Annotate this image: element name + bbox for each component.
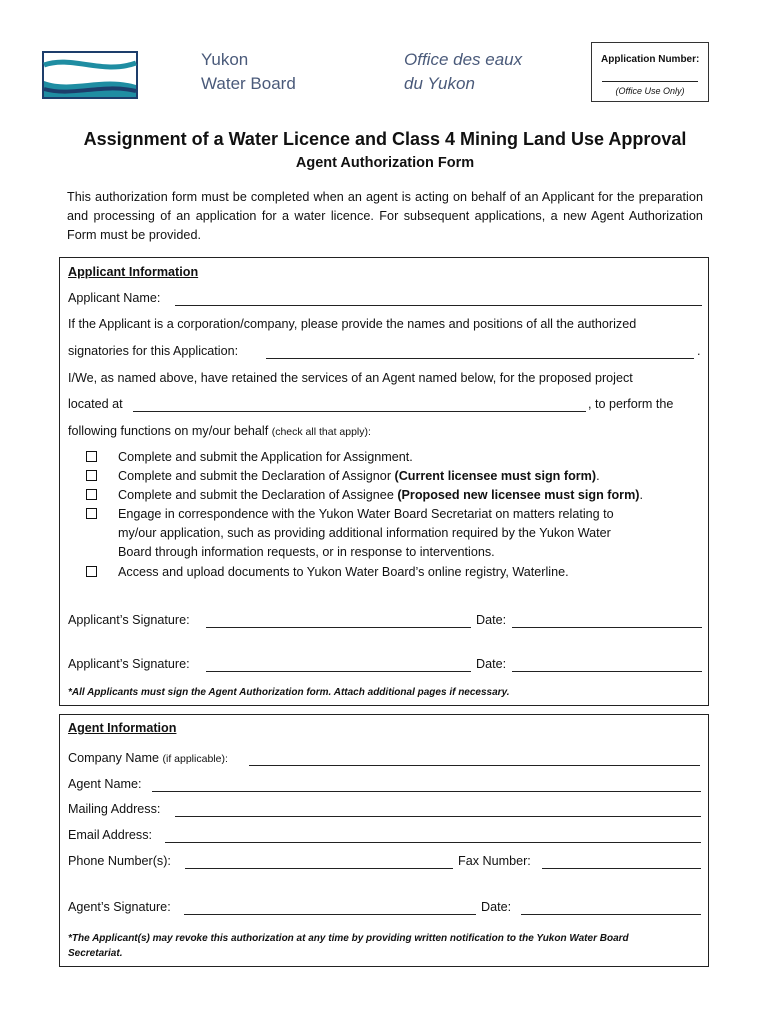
applicant-signature-field-2[interactable] <box>206 671 471 672</box>
applicant-signature-label-1: Applicant’s Signature: <box>68 613 190 627</box>
retained-agent-text: I/We, as named above, have retained the services of an Agent named below, for the proposed project <box>68 371 633 385</box>
functions-note: (check all that apply): <box>271 426 371 438</box>
checkbox-correspondence[interactable] <box>86 508 97 519</box>
checklist-item-correspondence-line2: my/our application, such as providing additional information required by the Yukon Water <box>118 526 611 540</box>
yukon-water-board-logo <box>42 51 138 99</box>
org-name-fr-line1: Office des eaux <box>404 50 523 69</box>
email-address-label: Email Address: <box>68 828 152 842</box>
application-number-label: Application Number: <box>601 54 700 65</box>
corporation-text: If the Applicant is a corporation/company, please provide the names and positions of all the authorized <box>68 317 637 331</box>
company-name-note: (if applicable): <box>162 753 228 765</box>
agent-signature-field[interactable] <box>184 914 476 915</box>
located-at-label: located at <box>68 397 123 411</box>
applicant-date-label-1: Date: <box>476 613 507 627</box>
checklist-item-declaration-assignee <box>118 488 643 502</box>
checklist-item-submit-application: Complete and submit the Application for Assignment. <box>118 450 413 464</box>
agent-footnote-line2: Secretariat. <box>68 948 123 959</box>
signatories-field[interactable] <box>266 358 694 359</box>
org-name-en-line1: Yukon <box>201 50 249 69</box>
applicant-signature-label-2: Applicant’s Signature: <box>68 657 190 671</box>
signatories-label: signatories for this Application: <box>68 344 239 358</box>
applicant-name-label: Applicant Name: <box>68 291 161 305</box>
fax-number-label: Fax Number: <box>458 854 531 868</box>
agent-name-label: Agent Name: <box>68 777 142 791</box>
mailing-address-field[interactable] <box>175 816 701 817</box>
company-name-label <box>68 751 228 765</box>
applicant-heading: Applicant Information <box>68 265 199 279</box>
phone-number-label: Phone Number(s): <box>68 854 171 868</box>
form-subtitle: Agent Authorization Form <box>295 155 475 171</box>
signatories-period: . <box>697 344 701 358</box>
checklist-item-correspondence-line3: Board through information requests, or in response to interventions. <box>118 545 495 559</box>
checkbox-submit-application[interactable] <box>86 451 97 462</box>
email-address-field[interactable] <box>165 842 701 843</box>
checklist-item-waterline-access: Access and upload documents to Yukon Water Board’s online registry, Waterline. <box>118 565 569 579</box>
applicant-signature-field-1[interactable] <box>206 627 471 628</box>
agent-signature-label: Agent’s Signature: <box>68 900 171 914</box>
company-name-text: Company Name <box>68 751 159 765</box>
perform-the-text: , to perform the <box>588 397 674 411</box>
assignor-bold-note: (Current licensee must sign form) <box>394 469 597 483</box>
checkbox-declaration-assignee[interactable] <box>86 489 97 500</box>
checkbox-waterline-access[interactable] <box>86 566 97 577</box>
org-name-fr <box>404 48 522 96</box>
org-name-en <box>201 48 296 96</box>
applicant-date-field-2[interactable] <box>512 671 702 672</box>
company-name-field[interactable] <box>249 765 700 766</box>
project-location-field[interactable] <box>133 411 586 412</box>
intro-text: This authorization form must be completed when an agent is acting on behalf of an Applicant for the preparation and processing of an application for a water licence. For subsequent applications, a new Agent Authorization Form must be provided. <box>67 190 703 242</box>
agent-heading: Agent Information <box>68 721 177 735</box>
form-title: Assignment of a Water Licence and Class 4 Mining Land Use Approval <box>83 129 687 149</box>
applicant-footnote: *All Applicants must sign the Agent Authorization form. Attach additional pages if necessary. <box>68 687 510 698</box>
assignor-text: Complete and submit the Declaration of Assignor <box>118 469 395 483</box>
assignor-period: . <box>596 469 600 483</box>
functions-text <box>68 424 371 438</box>
applicant-name-field[interactable] <box>175 305 702 306</box>
agent-date-field[interactable] <box>521 914 701 915</box>
org-name-fr-line2: du Yukon <box>404 74 475 93</box>
office-use-note: (Office Use Only) <box>615 86 685 96</box>
agent-footnote-line1: *The Applicant(s) may revoke this authorization at any time by providing written notification to the Yukon Water Board <box>68 933 629 944</box>
functions-label: following functions on my/our behalf <box>68 424 269 438</box>
org-name-en-line2: Water Board <box>201 74 296 93</box>
phone-number-field[interactable] <box>185 868 453 869</box>
checklist-item-declaration-assignor <box>118 469 600 483</box>
checkbox-declaration-assignor[interactable] <box>86 470 97 481</box>
assignee-text: Complete and submit the Declaration of Assignee <box>118 488 398 502</box>
assignee-period: . <box>639 488 643 502</box>
fax-number-field[interactable] <box>542 868 701 869</box>
application-number-field[interactable] <box>602 81 698 82</box>
agent-name-field[interactable] <box>152 791 701 792</box>
application-number-box <box>591 42 709 102</box>
applicant-date-label-2: Date: <box>476 657 507 671</box>
agent-date-label: Date: <box>481 900 512 914</box>
assignee-bold-note: (Proposed new licensee must sign form) <box>397 488 640 502</box>
applicant-date-field-1[interactable] <box>512 627 702 628</box>
mailing-address-label: Mailing Address: <box>68 802 161 816</box>
checklist-item-correspondence-line1: Engage in correspondence with the Yukon Water Board Secretariat on matters relating to <box>118 507 614 521</box>
